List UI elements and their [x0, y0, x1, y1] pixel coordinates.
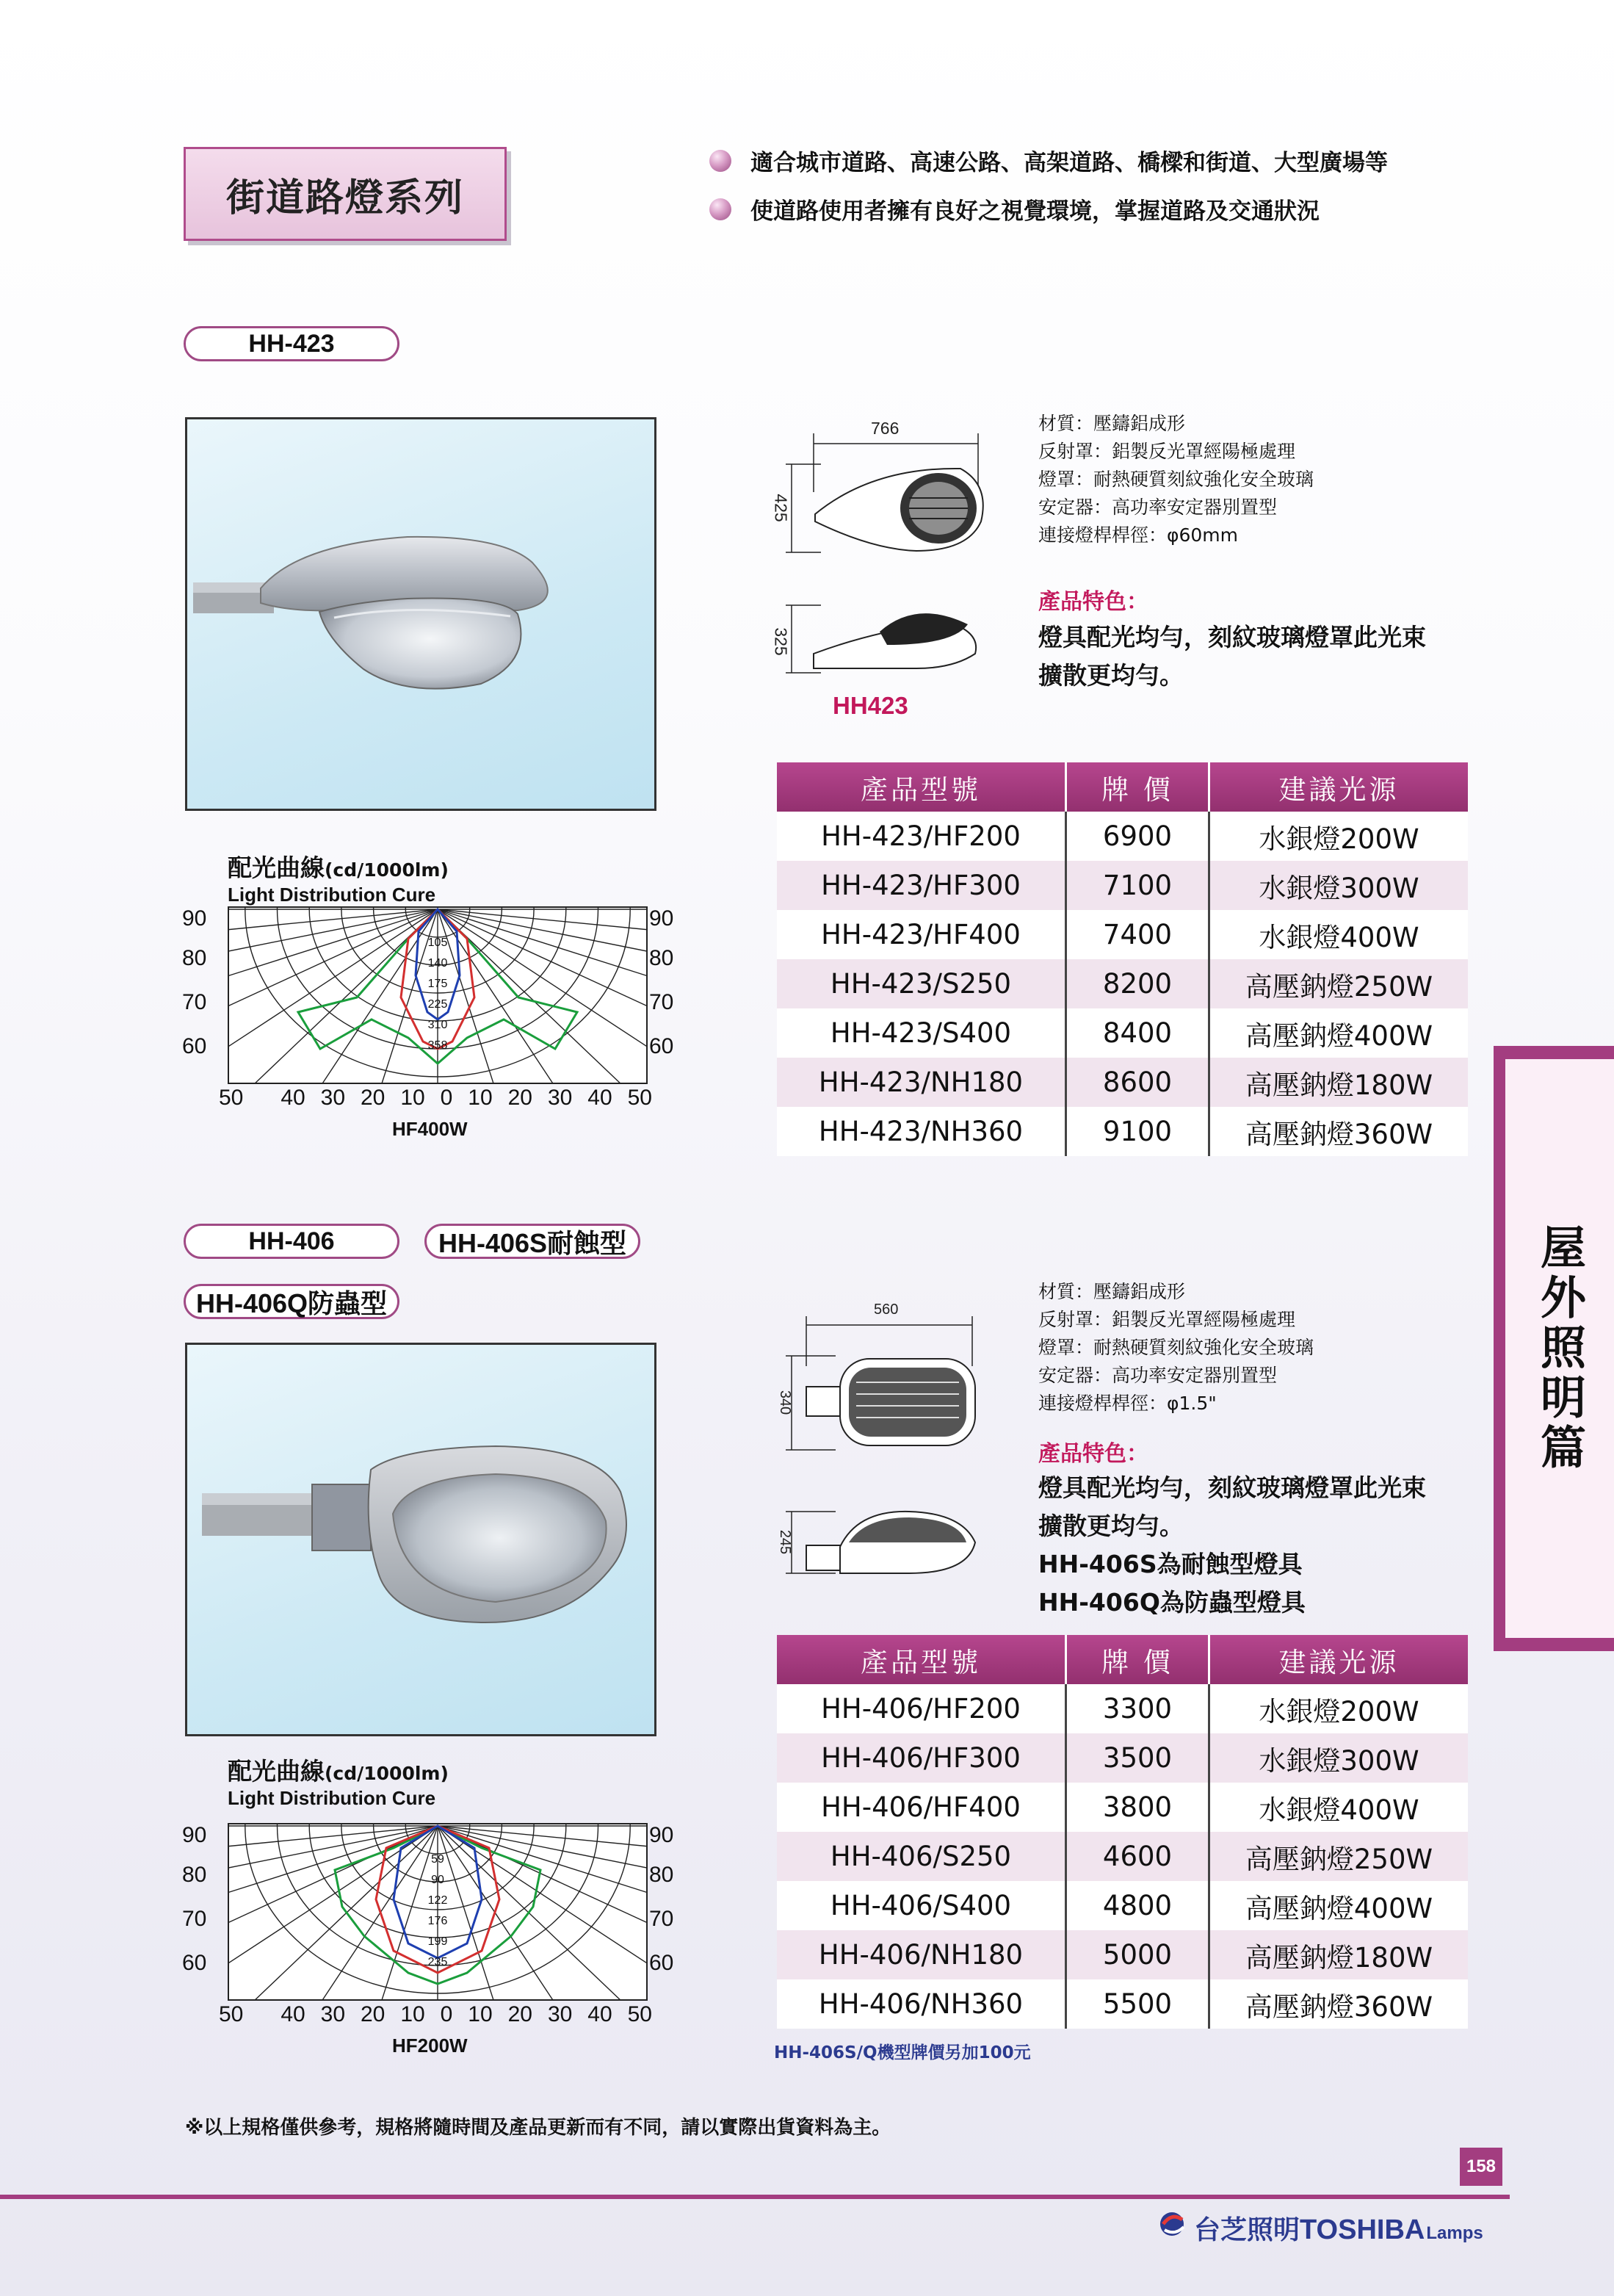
- brand-name: TOSHIBA: [1300, 2214, 1425, 2245]
- model-cell: HH-423/HF300: [777, 861, 1066, 910]
- angle-tick: 90: [649, 1823, 674, 1847]
- angle-tick: 60: [649, 1951, 674, 1975]
- model-cell: HH-423/S250: [777, 959, 1066, 1008]
- radial-label: 105: [427, 936, 448, 949]
- angle-tick: 80: [649, 1863, 674, 1887]
- curve-header: [228, 1752, 449, 1810]
- price-cell: 7100: [1066, 861, 1209, 910]
- column-header: 產品型號: [777, 762, 1066, 812]
- light-source-cell: 高壓鈉燈180W: [1209, 1930, 1469, 1979]
- light-source-cell: 水銀燈200W: [1209, 1684, 1469, 1733]
- model-cell: HH-406/NH180: [777, 1930, 1066, 1979]
- model-cell: HH-423/NH360: [777, 1107, 1066, 1156]
- radial-label: 122: [427, 1894, 448, 1907]
- bullet-text: 適合城市道路、高速公路、高架道路、橋樑和街道、大型廣場等: [750, 150, 1388, 176]
- height-dimension: 325: [771, 627, 791, 656]
- curve-svg: [228, 1823, 648, 2001]
- feature-title: 產品特色：: [1038, 589, 1148, 615]
- product-photo: [185, 1343, 656, 1736]
- brand-logo-icon: [1157, 2209, 1190, 2239]
- spec-item: 連接燈桿桿徑：φ1.5": [1038, 1393, 1217, 1414]
- price-table: [777, 1635, 1468, 2029]
- price-cell: 8200: [1066, 959, 1209, 1008]
- bottom-tick: 20: [507, 1086, 532, 1110]
- light-source-cell: 水銀燈400W: [1209, 1783, 1469, 1832]
- spec-list: [1038, 410, 1314, 549]
- dimension-drawing-svg: [770, 411, 1012, 698]
- light-source-cell: 高壓鈉燈250W: [1209, 1832, 1469, 1881]
- angle-tick: 60: [182, 1034, 207, 1058]
- table-row: [777, 1008, 1468, 1058]
- angle-tick: 80: [182, 1863, 207, 1887]
- spec-item: 材質：壓鑄鋁成形: [1038, 413, 1186, 434]
- bottom-tick: 40: [281, 1086, 305, 1110]
- bottom-tick: 40: [587, 1086, 612, 1110]
- feature-list: [1038, 618, 1426, 695]
- bottom-tick: 30: [547, 2002, 573, 2026]
- light-source-cell: 高壓鈉燈400W: [1209, 1881, 1469, 1930]
- bottom-tick: 10: [400, 1086, 425, 1110]
- spec-item: 安定器：高功率安定器別置型: [1038, 1365, 1278, 1386]
- model-cell: HH-423/HF400: [777, 910, 1066, 959]
- price-cell: 8600: [1066, 1058, 1209, 1107]
- drawing-label: HH423: [833, 692, 908, 719]
- price-table: [777, 762, 1468, 1156]
- spec-list: [1038, 1278, 1314, 1418]
- price-cell: 4800: [1066, 1881, 1209, 1930]
- spec-item: 反射罩：鋁製反光罩經陽極處理: [1038, 441, 1296, 462]
- bottom-ticks: [219, 1086, 652, 1111]
- bottom-tick: 30: [320, 2002, 346, 2026]
- price-cell: 7400: [1066, 910, 1209, 959]
- feature-list: [1038, 1469, 1426, 1622]
- spec-item: 反射罩：鋁製反光罩經陽極處理: [1038, 1309, 1296, 1330]
- bottom-tick: 20: [507, 2002, 532, 2026]
- light-source-cell: 高壓鈉燈360W: [1209, 1979, 1469, 2029]
- footer-divider: [0, 2195, 1510, 2199]
- spec-item: 燈罩：耐熱硬質刻紋強化安全玻璃: [1038, 1337, 1314, 1358]
- light-source-cell: 高壓鈉燈180W: [1209, 1058, 1469, 1107]
- side-tab-label: 屋外照明篇: [1532, 1224, 1587, 1473]
- footer-note: ※以上規格僅供參考，規格將隨時間及產品更新而有不同，請以實際出貨資料為主。: [185, 2117, 891, 2139]
- width-dimension: 560: [874, 1302, 899, 1318]
- price-cell: 4600: [1066, 1832, 1209, 1881]
- bottom-tick: 50: [219, 1086, 244, 1110]
- table-row: [777, 1979, 1468, 2029]
- dimension-drawing: [770, 411, 1012, 698]
- table-header-row: [777, 1635, 1468, 1684]
- column-header: 牌 價: [1066, 762, 1209, 812]
- column-header: 建議光源: [1209, 1635, 1469, 1684]
- curve-header: [228, 849, 449, 906]
- height-dimension: 245: [777, 1529, 794, 1555]
- model-cell: HH-406/HF400: [777, 1783, 1066, 1832]
- light-source-cell: 水銀燈300W: [1209, 1733, 1469, 1783]
- bullet-item: [709, 144, 1388, 177]
- bullet-icon: [709, 150, 731, 172]
- curve-unit: (cd/1000lm): [325, 1763, 449, 1784]
- radial-label: 176: [427, 1915, 448, 1927]
- curve-caption: HF400W: [392, 1118, 468, 1140]
- model-cell: HH-406/HF300: [777, 1733, 1066, 1783]
- table-note: HH-406S/Q機型牌價另加100元: [774, 2043, 1031, 2062]
- column-header: 牌 價: [1066, 1635, 1209, 1684]
- light-distribution-curve: [182, 906, 681, 1149]
- curve-subtitle: Light Distribution Cure: [228, 884, 436, 906]
- radial-label: 358: [427, 1039, 448, 1052]
- bottom-tick: 10: [400, 2002, 425, 2026]
- bottom-tick: 20: [360, 2002, 386, 2026]
- bottom-tick: 20: [360, 1086, 386, 1110]
- angle-tick: 70: [182, 990, 207, 1014]
- series-title: 街道路燈系列: [184, 147, 507, 241]
- feature-item: HH-406S為耐蝕型燈具: [1038, 1550, 1303, 1578]
- bottom-tick: 10: [468, 1086, 493, 1110]
- brand-logo: [1157, 2209, 1483, 2247]
- angle-tick: 60: [182, 1951, 207, 1975]
- feature-item: HH-406Q為防蟲型燈具: [1038, 1588, 1306, 1617]
- model-tag: HH-406Q防蟲型: [184, 1284, 399, 1319]
- radial-label: 175: [427, 978, 448, 990]
- bullet-icon: [709, 198, 731, 220]
- bottom-ticks: [219, 2002, 652, 2027]
- table-row: [777, 812, 1468, 861]
- curve-title: [228, 849, 449, 884]
- spec-item: 連接燈桿桿徑：φ60mm: [1038, 524, 1239, 546]
- radial-label: 310: [427, 1019, 448, 1031]
- table-header-row: [777, 762, 1468, 812]
- price-cell: 5500: [1066, 1979, 1209, 2029]
- model-tag: HH-406: [184, 1224, 399, 1259]
- bottom-tick: 50: [627, 2002, 652, 2026]
- radial-label: 59: [431, 1853, 444, 1866]
- angle-tick: 90: [182, 906, 207, 931]
- angle-tick: 70: [649, 1907, 674, 1931]
- bottom-tick: 50: [219, 2002, 244, 2026]
- light-source-cell: 水銀燈300W: [1209, 861, 1469, 910]
- angle-tick: 70: [649, 990, 674, 1014]
- bottom-tick: 50: [627, 1086, 652, 1110]
- table-row: [777, 1733, 1468, 1783]
- bullet-item: [709, 192, 1320, 225]
- price-cell: 3300: [1066, 1684, 1209, 1733]
- bottom-tick: 40: [281, 2002, 305, 2026]
- spec-item: 安定器：高功率安定器別置型: [1038, 497, 1278, 518]
- feature-title: 產品特色：: [1038, 1441, 1148, 1467]
- product-photo: [185, 417, 656, 811]
- dimension-drawing: [770, 1300, 1012, 1594]
- table-row: [777, 1107, 1468, 1156]
- page-number: 158: [1460, 2148, 1502, 2186]
- curve-caption: HF200W: [392, 2035, 468, 2057]
- height-dimension: 340: [777, 1390, 794, 1415]
- spec-item: 材質：壓鑄鋁成形: [1038, 1281, 1186, 1302]
- angle-tick: 80: [649, 946, 674, 970]
- street-lamp-image: [187, 419, 654, 809]
- width-dimension: 766: [871, 419, 900, 438]
- angle-tick: 80: [182, 946, 207, 970]
- table-row: [777, 861, 1468, 910]
- curve-title: [228, 1752, 449, 1787]
- dimension-drawing-svg: [770, 1300, 1012, 1594]
- model-cell: HH-406/S250: [777, 1832, 1066, 1881]
- table-row: [777, 1832, 1468, 1881]
- bottom-tick: 40: [587, 2002, 612, 2026]
- price-cell: 5000: [1066, 1930, 1209, 1979]
- feature-item: 擴散更均勻。: [1038, 661, 1184, 690]
- table-row: [777, 1058, 1468, 1107]
- model-cell: HH-406/S400: [777, 1881, 1066, 1930]
- radial-label: 225: [427, 998, 448, 1011]
- curve-title-text: 配光曲線: [228, 1757, 325, 1786]
- angle-tick: 70: [182, 1907, 207, 1931]
- table-row: [777, 959, 1468, 1008]
- brand-chinese: 台芝照明: [1194, 2215, 1300, 2245]
- light-source-cell: 高壓鈉燈250W: [1209, 959, 1469, 1008]
- column-header: 建議光源: [1209, 762, 1469, 812]
- model-cell: HH-406/NH360: [777, 1979, 1066, 2029]
- model-tag: HH-423: [184, 326, 399, 361]
- price-cell: 8400: [1066, 1008, 1209, 1058]
- table-row: [777, 1684, 1468, 1733]
- price-cell: 6900: [1066, 812, 1209, 861]
- model-tag: HH-406S耐蝕型: [424, 1224, 640, 1259]
- table-row: [777, 1930, 1468, 1979]
- angle-tick: 90: [649, 906, 674, 931]
- light-source-cell: 高壓鈉燈400W: [1209, 1008, 1469, 1058]
- height-dimension: 425: [771, 494, 791, 522]
- feature-item: 擴散更均勻。: [1038, 1512, 1184, 1540]
- model-cell: HH-423/NH180: [777, 1058, 1066, 1107]
- curve-svg: [228, 906, 648, 1084]
- price-cell: 3500: [1066, 1733, 1209, 1783]
- light-source-cell: 高壓鈉燈360W: [1209, 1107, 1469, 1156]
- street-lamp-image: [187, 1345, 654, 1734]
- curve-unit: (cd/1000lm): [325, 859, 449, 881]
- bottom-tick: 30: [320, 1086, 346, 1110]
- radial-label: 140: [427, 957, 448, 970]
- bottom-tick: 0: [440, 1086, 453, 1110]
- radial-label: 235: [427, 1956, 448, 1968]
- price-cell: 3800: [1066, 1783, 1209, 1832]
- table-row: [777, 1783, 1468, 1832]
- light-source-cell: 水銀燈400W: [1209, 910, 1469, 959]
- feature-item: 燈具配光均勻，刻紋玻璃燈罩此光束: [1038, 623, 1426, 651]
- bullet-text: 使道路使用者擁有良好之視覺環境，掌握道路及交通狀況: [750, 198, 1320, 225]
- spec-item: 燈罩：耐熱硬質刻紋強化安全玻璃: [1038, 469, 1314, 490]
- model-cell: HH-423/S400: [777, 1008, 1066, 1058]
- price-cell: 9100: [1066, 1107, 1209, 1156]
- feature-item: 燈具配光均勻，刻紋玻璃燈罩此光束: [1038, 1473, 1426, 1502]
- table-row: [777, 1881, 1468, 1930]
- model-cell: HH-406/HF200: [777, 1684, 1066, 1733]
- model-cell: HH-423/HF200: [777, 812, 1066, 861]
- table-row: [777, 910, 1468, 959]
- section-side-tab: [1494, 1046, 1614, 1651]
- radial-label: 199: [427, 1935, 448, 1948]
- angle-tick: 60: [649, 1034, 674, 1058]
- brand-suffix: Lamps: [1426, 2223, 1483, 2243]
- bottom-tick: 30: [547, 1086, 573, 1110]
- curve-subtitle: Light Distribution Cure: [228, 1787, 436, 1809]
- column-header: 產品型號: [777, 1635, 1066, 1684]
- radial-label: 90: [431, 1874, 444, 1886]
- light-distribution-curve: [182, 1823, 681, 2065]
- bottom-tick: 0: [440, 2002, 453, 2026]
- light-source-cell: 水銀燈200W: [1209, 812, 1469, 861]
- side-tab-inner: [1505, 1059, 1614, 1638]
- curve-title-text: 配光曲線: [228, 853, 325, 882]
- angle-tick: 90: [182, 1823, 207, 1847]
- bottom-tick: 10: [468, 2002, 493, 2026]
